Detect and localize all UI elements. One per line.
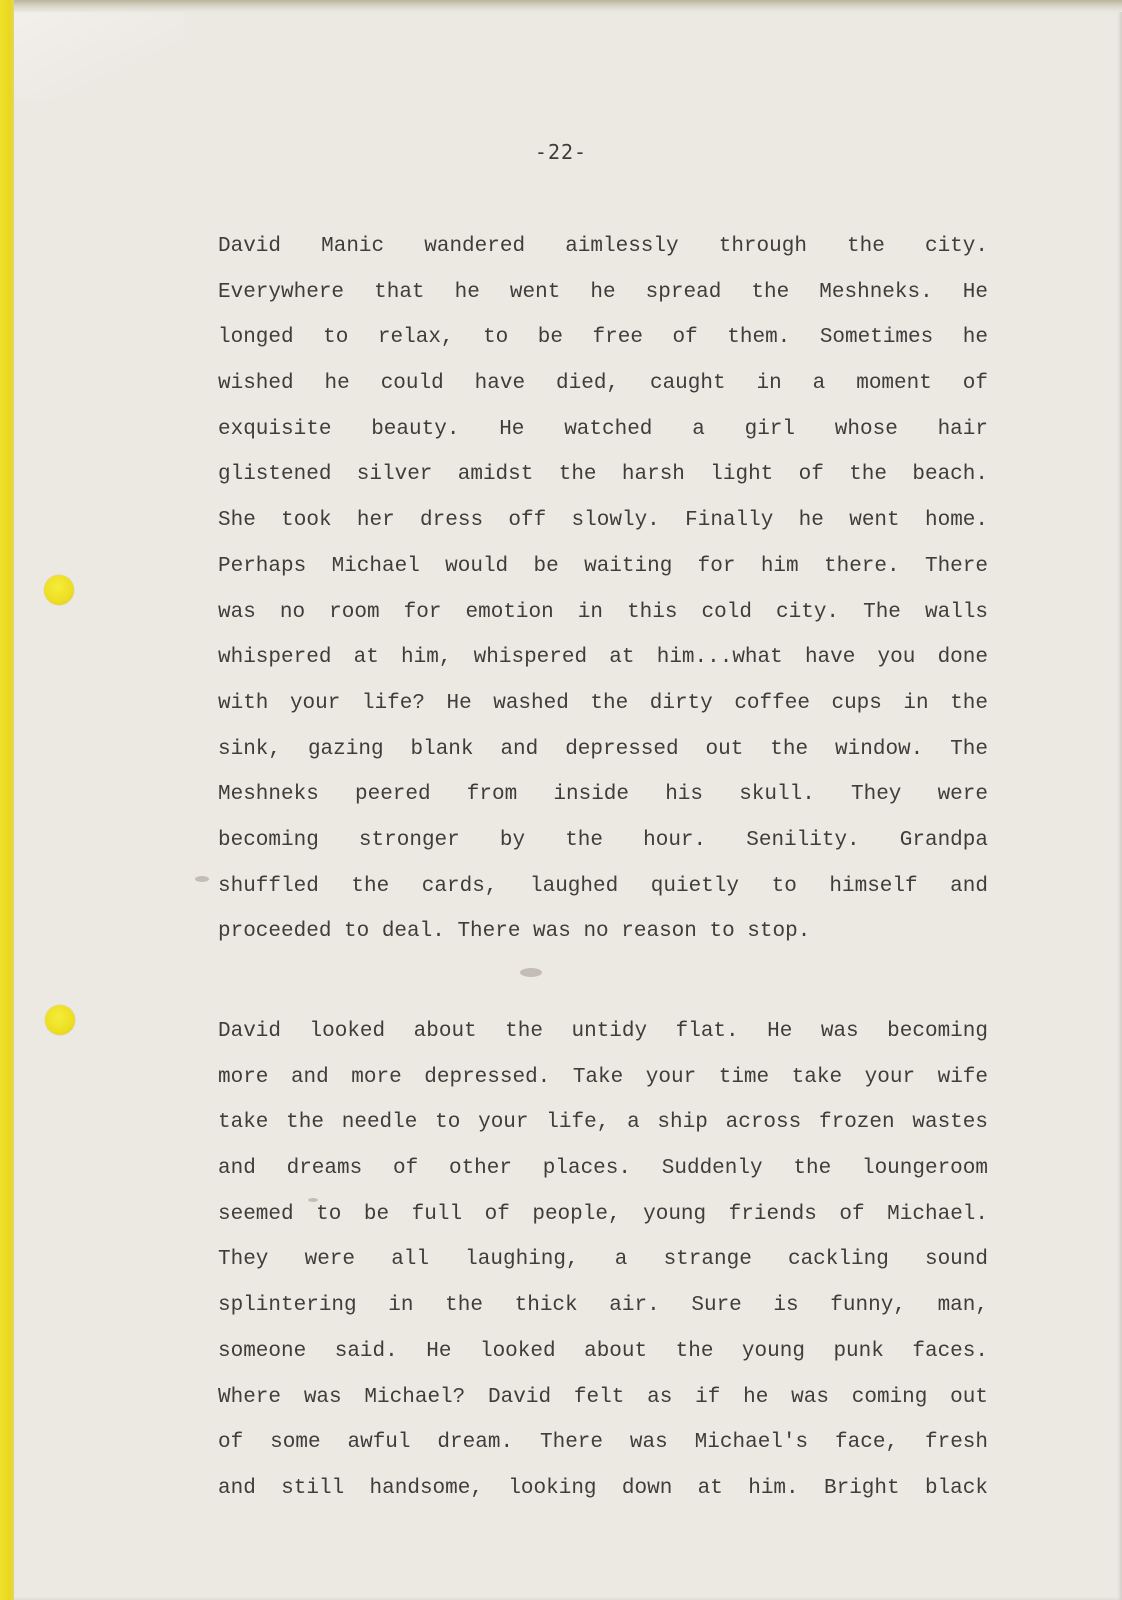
text-line: longed to relax, to be free of them. Sometimes he <box>218 326 988 350</box>
paper-stain <box>520 968 542 977</box>
paragraph-1 <box>218 224 988 955</box>
text-line: Where was Michael? David felt as if he was coming out <box>218 1385 988 1409</box>
punch-hole-icon <box>45 1005 75 1035</box>
text-line: splintering in the thick air. Sure is funny, man, <box>218 1294 988 1318</box>
text-line: She took her dress off slowly. Finally he went home. <box>218 509 988 533</box>
text-line: David looked about the untidy flat. He was becoming <box>218 1020 988 1043</box>
text-line: more and more depressed. Take your time take your wife <box>218 1065 988 1089</box>
text-line: Meshneks peered from inside his skull. They were <box>218 783 988 807</box>
text-line: with your life? He washed the dirty coffee cups in the <box>218 691 988 715</box>
text-line: glistened silver amidst the harsh light of the beach. <box>218 463 988 487</box>
text-line: David Manic wandered aimlessly through the city. <box>218 235 988 258</box>
text-line: proceeded to deal. There was no reason to stop. <box>218 920 811 944</box>
text-line: Everywhere that he went he spread the Meshneks. He <box>218 280 988 304</box>
paragraph-2 <box>218 1009 988 1512</box>
page-number: -22- <box>534 140 588 164</box>
text-line: shuffled the cards, laughed quietly to himself and <box>218 874 988 898</box>
text-line: wished he could have died, caught in a moment of <box>218 372 988 396</box>
paper-stain <box>195 876 209 882</box>
text-line: someone said. He looked about the young punk faces. <box>218 1339 988 1363</box>
text-line: was no room for emotion in this cold city. The walls <box>218 600 988 624</box>
text-line: sink, gazing blank and depressed out the window. The <box>218 737 988 761</box>
punch-hole-icon <box>44 575 74 605</box>
text-line: exquisite beauty. He watched a girl whose hair <box>218 417 988 441</box>
text-line: and dreams of other places. Suddenly the loungeroom <box>218 1157 988 1181</box>
text-line: take the needle to your life, a ship across frozen wastes <box>218 1111 988 1135</box>
text-line: whispered at him, whispered at him...what have you done <box>218 646 988 670</box>
page-top-edge <box>14 0 1122 12</box>
text-line: seemed to be full of people, young friends of Michael. <box>218 1202 988 1226</box>
text-line: and still handsome, looking down at him. Bright black <box>218 1476 988 1500</box>
text-line: of some awful dream. There was Michael's face, fresh <box>218 1431 988 1455</box>
text-line: They were all laughing, a strange cackling sound <box>218 1248 988 1272</box>
text-line: Perhaps Michael would be waiting for him there. There <box>218 554 988 578</box>
text-line: becoming stronger by the hour. Senility. Grandpa <box>218 828 988 852</box>
